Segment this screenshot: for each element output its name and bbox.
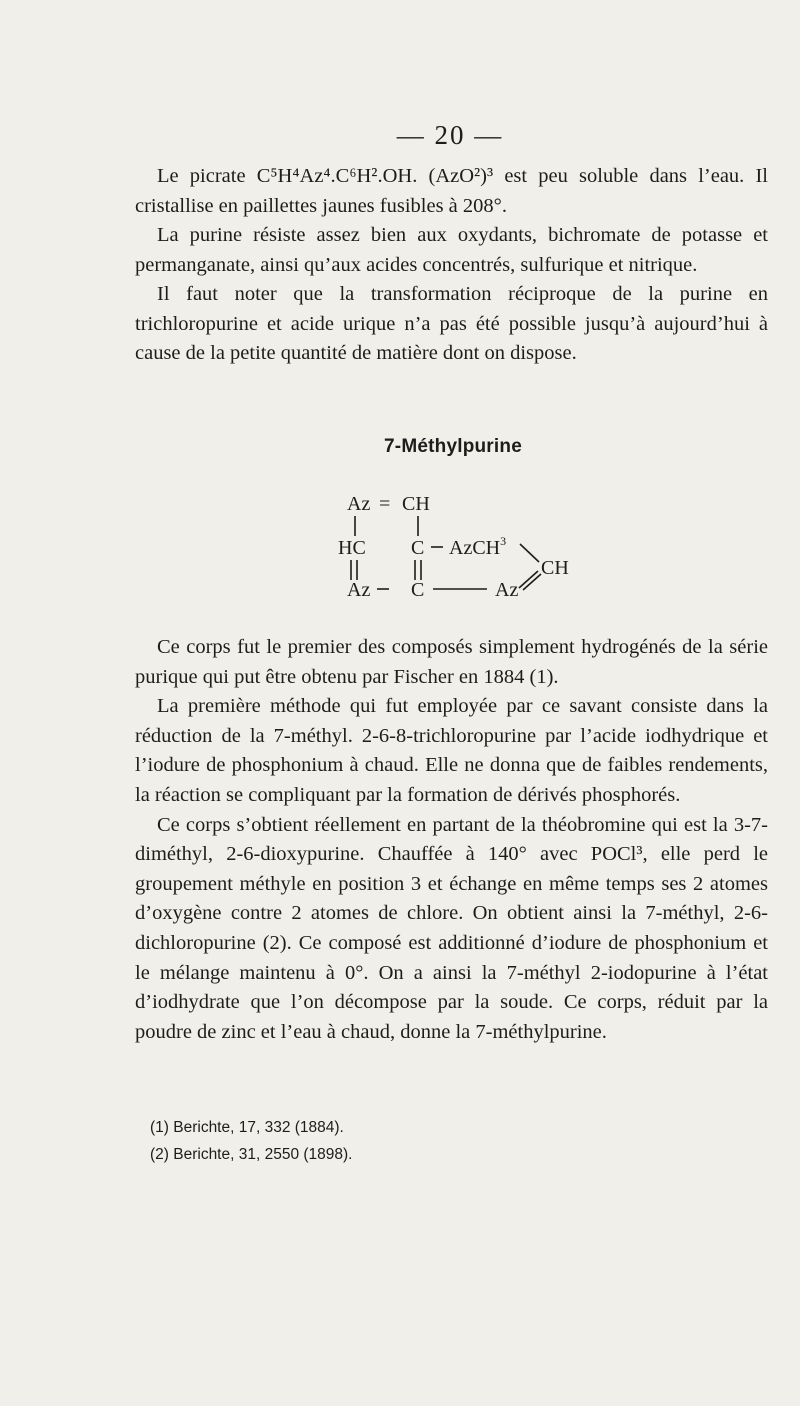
formula-atom: C — [411, 579, 425, 601]
paragraph: Ce corps fut le premier des composés simplement hydrogénés de la série purique qui put être obtenu par Fischer en 1884 (1). — [135, 636, 768, 688]
footnotes — [150, 1114, 650, 1168]
paragraph: Le picrate C⁵H⁴Az⁴.C⁶H².OH. (AzO²)³ est peu soluble dans l’eau. Il cristallise en paillettes jaunes fusibles à 208°. — [135, 165, 768, 217]
formula-group: AzCH$^3$ — [449, 534, 507, 559]
formula-atom: C — [411, 537, 425, 559]
formula-bond-symbol: = — [379, 493, 391, 515]
paragraph: Ce corps s’obtient réellement en partant de la théobromine qui est la 3-7-diméthyl, 2-6-dioxypurine. Chauffée à 140° avec POCl³, elle perd le groupement méthyle en position 3 et échange en même temps ses 2 atomes d’oxygène contre 2 atomes de chlore. On obtient ainsi la 7-méthyl, 2-6-dichloropurine (2). Ce composé est additionné d’iodure de phosphonium et le mélange maintenu à 0°. On a ainsi la 7-méthyl 2-iodopurine à l’état d’iodhydrate que l’on décompose par la soude. Ce corps, réduit par la poudre de zinc et l’eau à chaud, donne la 7-méthylpurine. — [135, 813, 768, 1043]
paragraph: Il faut noter que la transformation réciproque de la purine en trichloropurine et acide urique n’a pas été possible jusqu’à aujourd’hui à cause de la petite quantité de matière dont on dispose. — [135, 283, 768, 364]
formula-atom: CH — [541, 557, 569, 579]
page-number: — 20 — — [396, 120, 504, 150]
formula-atom: CH — [402, 493, 430, 515]
formula-bond — [520, 544, 539, 562]
footnote: (1) Berichte, 17, 332 (1884). — [150, 1119, 344, 1136]
section-title: 7-Méthylpurine — [384, 436, 522, 457]
structural-formula — [335, 484, 595, 609]
formula-atom: HC — [338, 537, 366, 559]
footnote: (2) Berichte, 31, 2550 (1898). — [150, 1146, 353, 1163]
top-text-block — [135, 162, 768, 369]
formula-atom: Az — [495, 579, 519, 601]
structural-formula-drawing — [335, 484, 595, 609]
formula-atom: Az — [347, 579, 371, 601]
formula-atom: Az — [347, 493, 371, 515]
paragraph: La purine résiste assez bien aux oxydants, bichromate de potasse et permanganate, ainsi qu’aux acides concentrés, sulfurique et nitrique. — [135, 224, 768, 276]
paragraph: La première méthode qui fut employée par ce savant consiste dans la réduction de la 7-méthyl. 2-6-8-trichloropurine par l’acide iodhydrique et l’iodure de phosphonium à chaud. Elle ne donna que de faibles rendements, la réaction se compliquant par la formation de dérivés phosphorés. — [135, 695, 768, 806]
bottom-text-block — [135, 633, 768, 1047]
